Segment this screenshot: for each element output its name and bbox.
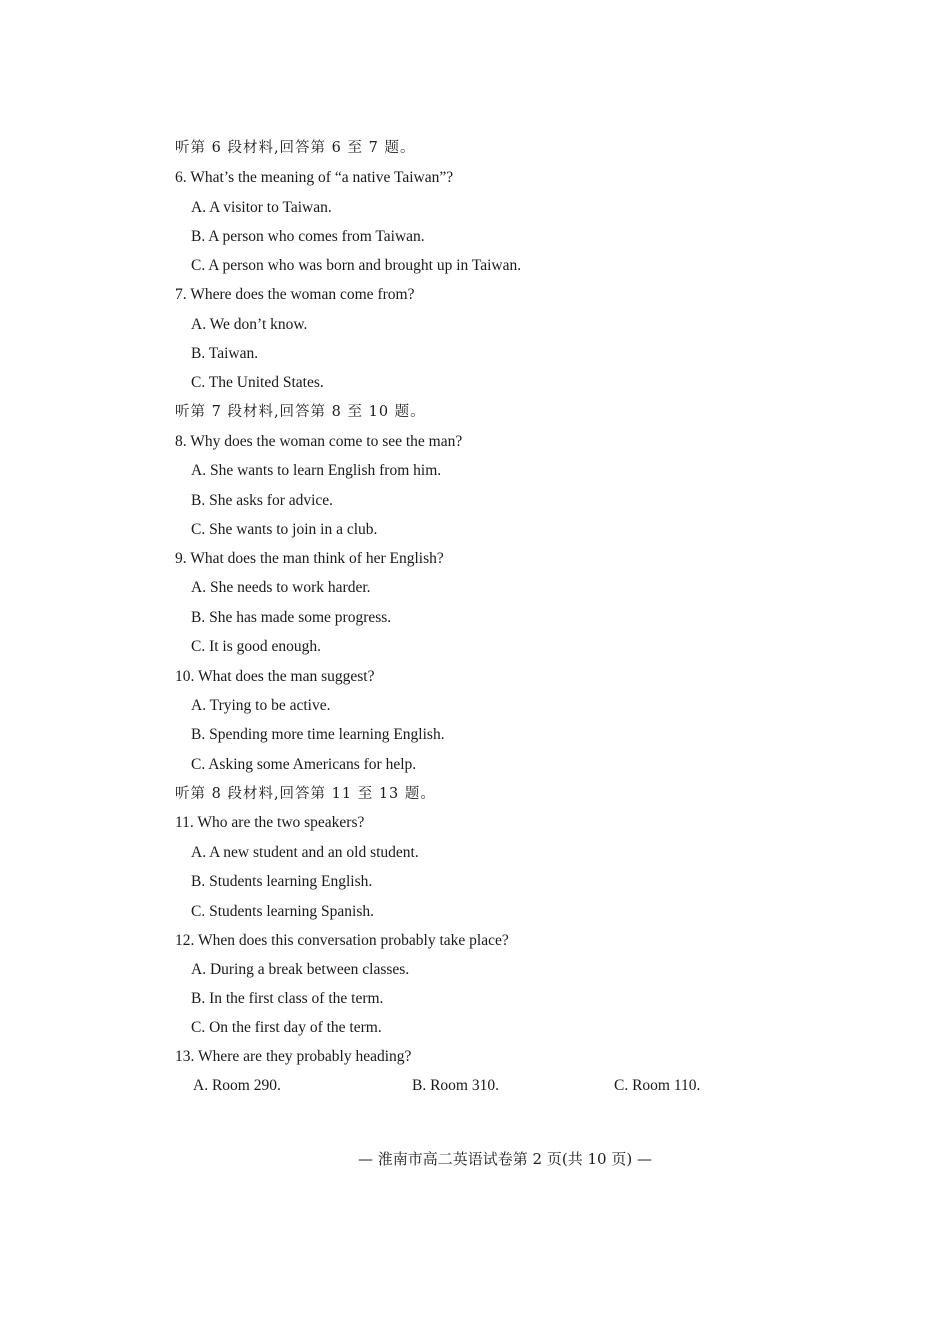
q6-option-a: A. A visitor to Taiwan. xyxy=(191,199,332,216)
section-heading: 听第 8 段材料,回答第 11 至 13 题。 xyxy=(175,786,436,802)
section-heading: 听第 7 段材料,回答第 8 至 10 题。 xyxy=(175,404,426,420)
q7-option-a: A. We don’t know. xyxy=(191,316,308,333)
q10-option-a: A. Trying to be active. xyxy=(191,697,331,714)
question-9: 9. What does the man think of her English? xyxy=(175,550,444,567)
question-13: 13. Where are they probably heading? xyxy=(175,1048,412,1065)
section-heading: 听第 6 段材料,回答第 6 至 7 题。 xyxy=(175,140,416,156)
q6-option-b: B. A person who comes from Taiwan. xyxy=(191,228,425,245)
q8-option-c: C. She wants to join in a club. xyxy=(191,521,378,538)
q12-option-a: A. During a break between classes. xyxy=(191,961,410,978)
q9-option-a: A. She needs to work harder. xyxy=(191,579,371,596)
q8-option-b: B. She asks for advice. xyxy=(191,492,334,509)
q13-option-a: A. Room 290. xyxy=(193,1077,281,1094)
q8-option-a: A. She wants to learn English from him. xyxy=(191,462,442,479)
question-7: 7. Where does the woman come from? xyxy=(175,286,415,303)
q11-option-a: A. A new student and an old student. xyxy=(191,844,419,861)
q9-option-c: C. It is good enough. xyxy=(191,638,322,655)
q11-option-c: C. Students learning Spanish. xyxy=(191,903,374,920)
question-11: 11. Who are the two speakers? xyxy=(175,814,365,831)
q13-option-c: C. Room 110. xyxy=(614,1077,701,1094)
q12-option-b: B. In the first class of the term. xyxy=(191,990,384,1007)
q12-option-c: C. On the first day of the term. xyxy=(191,1019,382,1036)
q6-option-c: C. A person who was born and brought up in Taiwan. xyxy=(191,257,522,274)
question-10: 10. What does the man suggest? xyxy=(175,668,375,685)
question-6: 6. What’s the meaning of “a native Taiwan”? xyxy=(175,169,454,186)
q10-option-b: B. Spending more time learning English. xyxy=(191,726,445,743)
question-12: 12. When does this conversation probably take place? xyxy=(175,932,509,949)
question-8: 8. Why does the woman come to see the man? xyxy=(175,433,463,450)
page-footer: — 淮南市高二英语试卷第 2 页(共 10 页) — xyxy=(358,1150,652,1168)
q13-option-b: B. Room 310. xyxy=(412,1077,499,1094)
q10-option-c: C. Asking some Americans for help. xyxy=(191,756,417,773)
q9-option-b: B. She has made some progress. xyxy=(191,609,392,626)
q11-option-b: B. Students learning English. xyxy=(191,873,373,890)
q7-option-b: B. Taiwan. xyxy=(191,345,259,362)
q7-option-c: C. The United States. xyxy=(191,374,324,391)
